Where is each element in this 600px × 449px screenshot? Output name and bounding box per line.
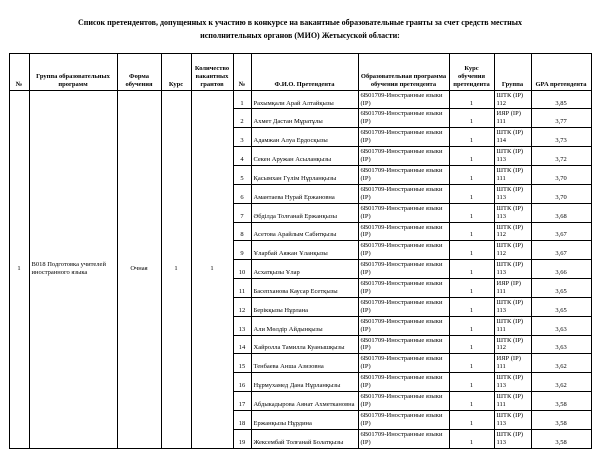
- applicant-name-cell: Хайролла Тамилла Куанышқызы: [251, 335, 358, 354]
- course-cell: 1: [449, 184, 494, 203]
- gpa-cell: 3,66: [531, 260, 591, 279]
- gpa-cell: 3,67: [531, 222, 591, 241]
- column-header: Количество вакантных грантов: [191, 53, 233, 90]
- program-cell: 6В01709-Иностранные языки (IP): [358, 203, 449, 222]
- gpa-cell: 3,63: [531, 335, 591, 354]
- group-course-cell: 1: [161, 90, 191, 448]
- row-number-cell: 12: [233, 297, 251, 316]
- gpa-cell: 3,68: [531, 203, 591, 222]
- applicant-name-cell: Рахымқали Арай Алтайқызы: [251, 90, 358, 109]
- course-cell: 1: [449, 260, 494, 279]
- program-cell: 6В01709-Иностранные языки (IP): [358, 392, 449, 411]
- gpa-cell: 3,58: [531, 429, 591, 448]
- course-cell: 1: [449, 241, 494, 260]
- group-code-cell: ШТК (IP) 114: [494, 128, 531, 147]
- program-cell: 6В01709-Иностранные языки (IP): [358, 316, 449, 335]
- row-number-cell: 15: [233, 354, 251, 373]
- applicants-table: [9, 53, 592, 449]
- row-number-cell: 5: [233, 165, 251, 184]
- course-cell: 1: [449, 203, 494, 222]
- group-program-cell: В018 Подготовка учителей иностранного языка: [29, 90, 117, 448]
- column-header: Ф.И.О. Претендента: [251, 53, 358, 90]
- gpa-cell: 3,85: [531, 90, 591, 109]
- column-header: №: [233, 53, 251, 90]
- program-cell: 6В01709-Иностранные языки (IP): [358, 373, 449, 392]
- applicant-name-cell: Қасымхан Гүлім Нұрланқызы: [251, 165, 358, 184]
- applicant-name-cell: Нұрмухамед Дана Нұрланқызы: [251, 373, 358, 392]
- group-code-cell: ШТК (IP) 113: [494, 260, 531, 279]
- applicant-name-cell: Адамжан Алуа Ердосқызы: [251, 128, 358, 147]
- program-cell: 6В01709-Иностранные языки (IP): [358, 90, 449, 109]
- course-cell: 1: [449, 354, 494, 373]
- course-cell: 1: [449, 335, 494, 354]
- row-number-cell: 2: [233, 109, 251, 128]
- applicant-name-cell: Әбділда Толғанай Ержанқызы: [251, 203, 358, 222]
- row-number-cell: 4: [233, 147, 251, 166]
- row-number-cell: 10: [233, 260, 251, 279]
- column-header: Образовательная программа обучения претендента: [358, 53, 449, 90]
- program-cell: 6В01709-Иностранные языки (IP): [358, 260, 449, 279]
- gpa-cell: 3,70: [531, 184, 591, 203]
- applicant-name-cell: Али Мөлдір Айдынқызы: [251, 316, 358, 335]
- group-code-cell: ШТК (IP) 111: [494, 165, 531, 184]
- course-cell: 1: [449, 147, 494, 166]
- group-code-cell: ШТК (IP) 111: [494, 392, 531, 411]
- row-number-cell: 6: [233, 184, 251, 203]
- row-number-cell: 7: [233, 203, 251, 222]
- table-row: [9, 90, 591, 109]
- row-number-cell: 17: [233, 392, 251, 411]
- page-title: Список претендентов, допущенных к участию в конкурсе на вакантные образовательные гранты за счет средств местных исполнительных органов (МИО) Жетысуской области:: [77, 18, 523, 40]
- course-cell: 1: [449, 316, 494, 335]
- program-cell: 6В01709-Иностранные языки (IP): [358, 184, 449, 203]
- group-form-cell: Очная: [117, 90, 161, 448]
- gpa-cell: 3,58: [531, 392, 591, 411]
- gpa-cell: 3,77: [531, 109, 591, 128]
- course-cell: 1: [449, 373, 494, 392]
- column-header: Курс: [161, 53, 191, 90]
- course-cell: 1: [449, 279, 494, 298]
- program-cell: 6В01709-Иностранные языки (IP): [358, 429, 449, 448]
- group-code-cell: ШТК (IP) 113: [494, 297, 531, 316]
- course-cell: 1: [449, 392, 494, 411]
- row-number-cell: 16: [233, 373, 251, 392]
- group-code-cell: ШТК (IP) 113: [494, 203, 531, 222]
- gpa-cell: 3,73: [531, 128, 591, 147]
- row-number-cell: 19: [233, 429, 251, 448]
- program-cell: 6В01709-Иностранные языки (IP): [358, 147, 449, 166]
- course-cell: 1: [449, 222, 494, 241]
- program-cell: 6В01709-Иностранные языки (IP): [358, 279, 449, 298]
- gpa-cell: 3,70: [531, 165, 591, 184]
- column-header: GPA претендента: [531, 53, 591, 90]
- program-cell: 6В01709-Иностранные языки (IP): [358, 354, 449, 373]
- program-cell: 6В01709-Иностранные языки (IP): [358, 241, 449, 260]
- applicant-name-cell: Ұларбай Аяжан Ұланқызы: [251, 241, 358, 260]
- row-number-cell: 1: [233, 90, 251, 109]
- row-number-cell: 11: [233, 279, 251, 298]
- row-number-cell: 9: [233, 241, 251, 260]
- gpa-cell: 3,67: [531, 241, 591, 260]
- program-cell: 6В01709-Иностранные языки (IP): [358, 222, 449, 241]
- group-code-cell: ШТК (IP) 112: [494, 335, 531, 354]
- applicant-name-cell: Секен Аружан Асыланқызы: [251, 147, 358, 166]
- group-code-cell: ШТК (IP) 113: [494, 410, 531, 429]
- applicant-name-cell: Жексембай Толғанай Болатқызы: [251, 429, 358, 448]
- course-cell: 1: [449, 128, 494, 147]
- column-header: №: [9, 53, 29, 90]
- group-code-cell: ШТК (IP) 113: [494, 373, 531, 392]
- gpa-cell: 3,58: [531, 410, 591, 429]
- column-header: Курс обучения претендента: [449, 53, 494, 90]
- gpa-cell: 3,62: [531, 373, 591, 392]
- group-code-cell: ШТК (IP) 112: [494, 90, 531, 109]
- group-code-cell: ШТК (IP) 113: [494, 147, 531, 166]
- table-header-row: [9, 53, 591, 90]
- column-header: Группа: [494, 53, 531, 90]
- applicant-name-cell: Абдыкадырова Аянат Ахметкановна: [251, 392, 358, 411]
- table-body: [9, 90, 591, 448]
- program-cell: 6В01709-Иностранные языки (IP): [358, 128, 449, 147]
- course-cell: 1: [449, 429, 494, 448]
- gpa-cell: 3,62: [531, 354, 591, 373]
- row-number-cell: 18: [233, 410, 251, 429]
- column-header: Форма обучения: [117, 53, 161, 90]
- applicant-name-cell: Асетова Арайлым Сабитқызы: [251, 222, 358, 241]
- group-number-cell: 1: [9, 90, 29, 448]
- course-cell: 1: [449, 90, 494, 109]
- program-cell: 6В01709-Иностранные языки (IP): [358, 165, 449, 184]
- group-code-cell: ШТК (IP) 112: [494, 222, 531, 241]
- applicant-name-cell: Тенбаева Анша Азизовна: [251, 354, 358, 373]
- row-number-cell: 13: [233, 316, 251, 335]
- group-code-cell: ШТК (IP) 112: [494, 241, 531, 260]
- row-number-cell: 8: [233, 222, 251, 241]
- group-code-cell: ШТК (IP) 113: [494, 184, 531, 203]
- program-cell: 6В01709-Иностранные языки (IP): [358, 297, 449, 316]
- course-cell: 1: [449, 297, 494, 316]
- program-cell: 6В01709-Иностранные языки (IP): [358, 410, 449, 429]
- applicant-name-cell: Асхатқызы Ұлар: [251, 260, 358, 279]
- group-grants-cell: 1: [191, 90, 233, 448]
- group-code-cell: ШТК (IP) 113: [494, 429, 531, 448]
- row-number-cell: 3: [233, 128, 251, 147]
- group-code-cell: ИЯР (IP) 111: [494, 279, 531, 298]
- program-cell: 6В01709-Иностранные языки (IP): [358, 335, 449, 354]
- gpa-cell: 3,65: [531, 297, 591, 316]
- group-code-cell: ИЯР (IP) 111: [494, 354, 531, 373]
- course-cell: 1: [449, 165, 494, 184]
- applicant-name-cell: Басепханова Каусар Есетқызы: [251, 279, 358, 298]
- gpa-cell: 3,65: [531, 279, 591, 298]
- program-cell: 6В01709-Иностранные языки (IP): [358, 109, 449, 128]
- applicant-name-cell: Амантаева Нурай Ержановна: [251, 184, 358, 203]
- gpa-cell: 3,63: [531, 316, 591, 335]
- gpa-cell: 3,72: [531, 147, 591, 166]
- applicant-name-cell: Берікқызы Нұрлана: [251, 297, 358, 316]
- applicant-name-cell: Ахмет Дастан Мұратұлы: [251, 109, 358, 128]
- course-cell: 1: [449, 109, 494, 128]
- applicant-name-cell: Ержанқызы Нұрдина: [251, 410, 358, 429]
- group-code-cell: ИЯР (IP) 111: [494, 109, 531, 128]
- row-number-cell: 14: [233, 335, 251, 354]
- column-header: Группа образовательных программ: [29, 53, 117, 90]
- group-code-cell: ШТК (IP) 111: [494, 316, 531, 335]
- course-cell: 1: [449, 410, 494, 429]
